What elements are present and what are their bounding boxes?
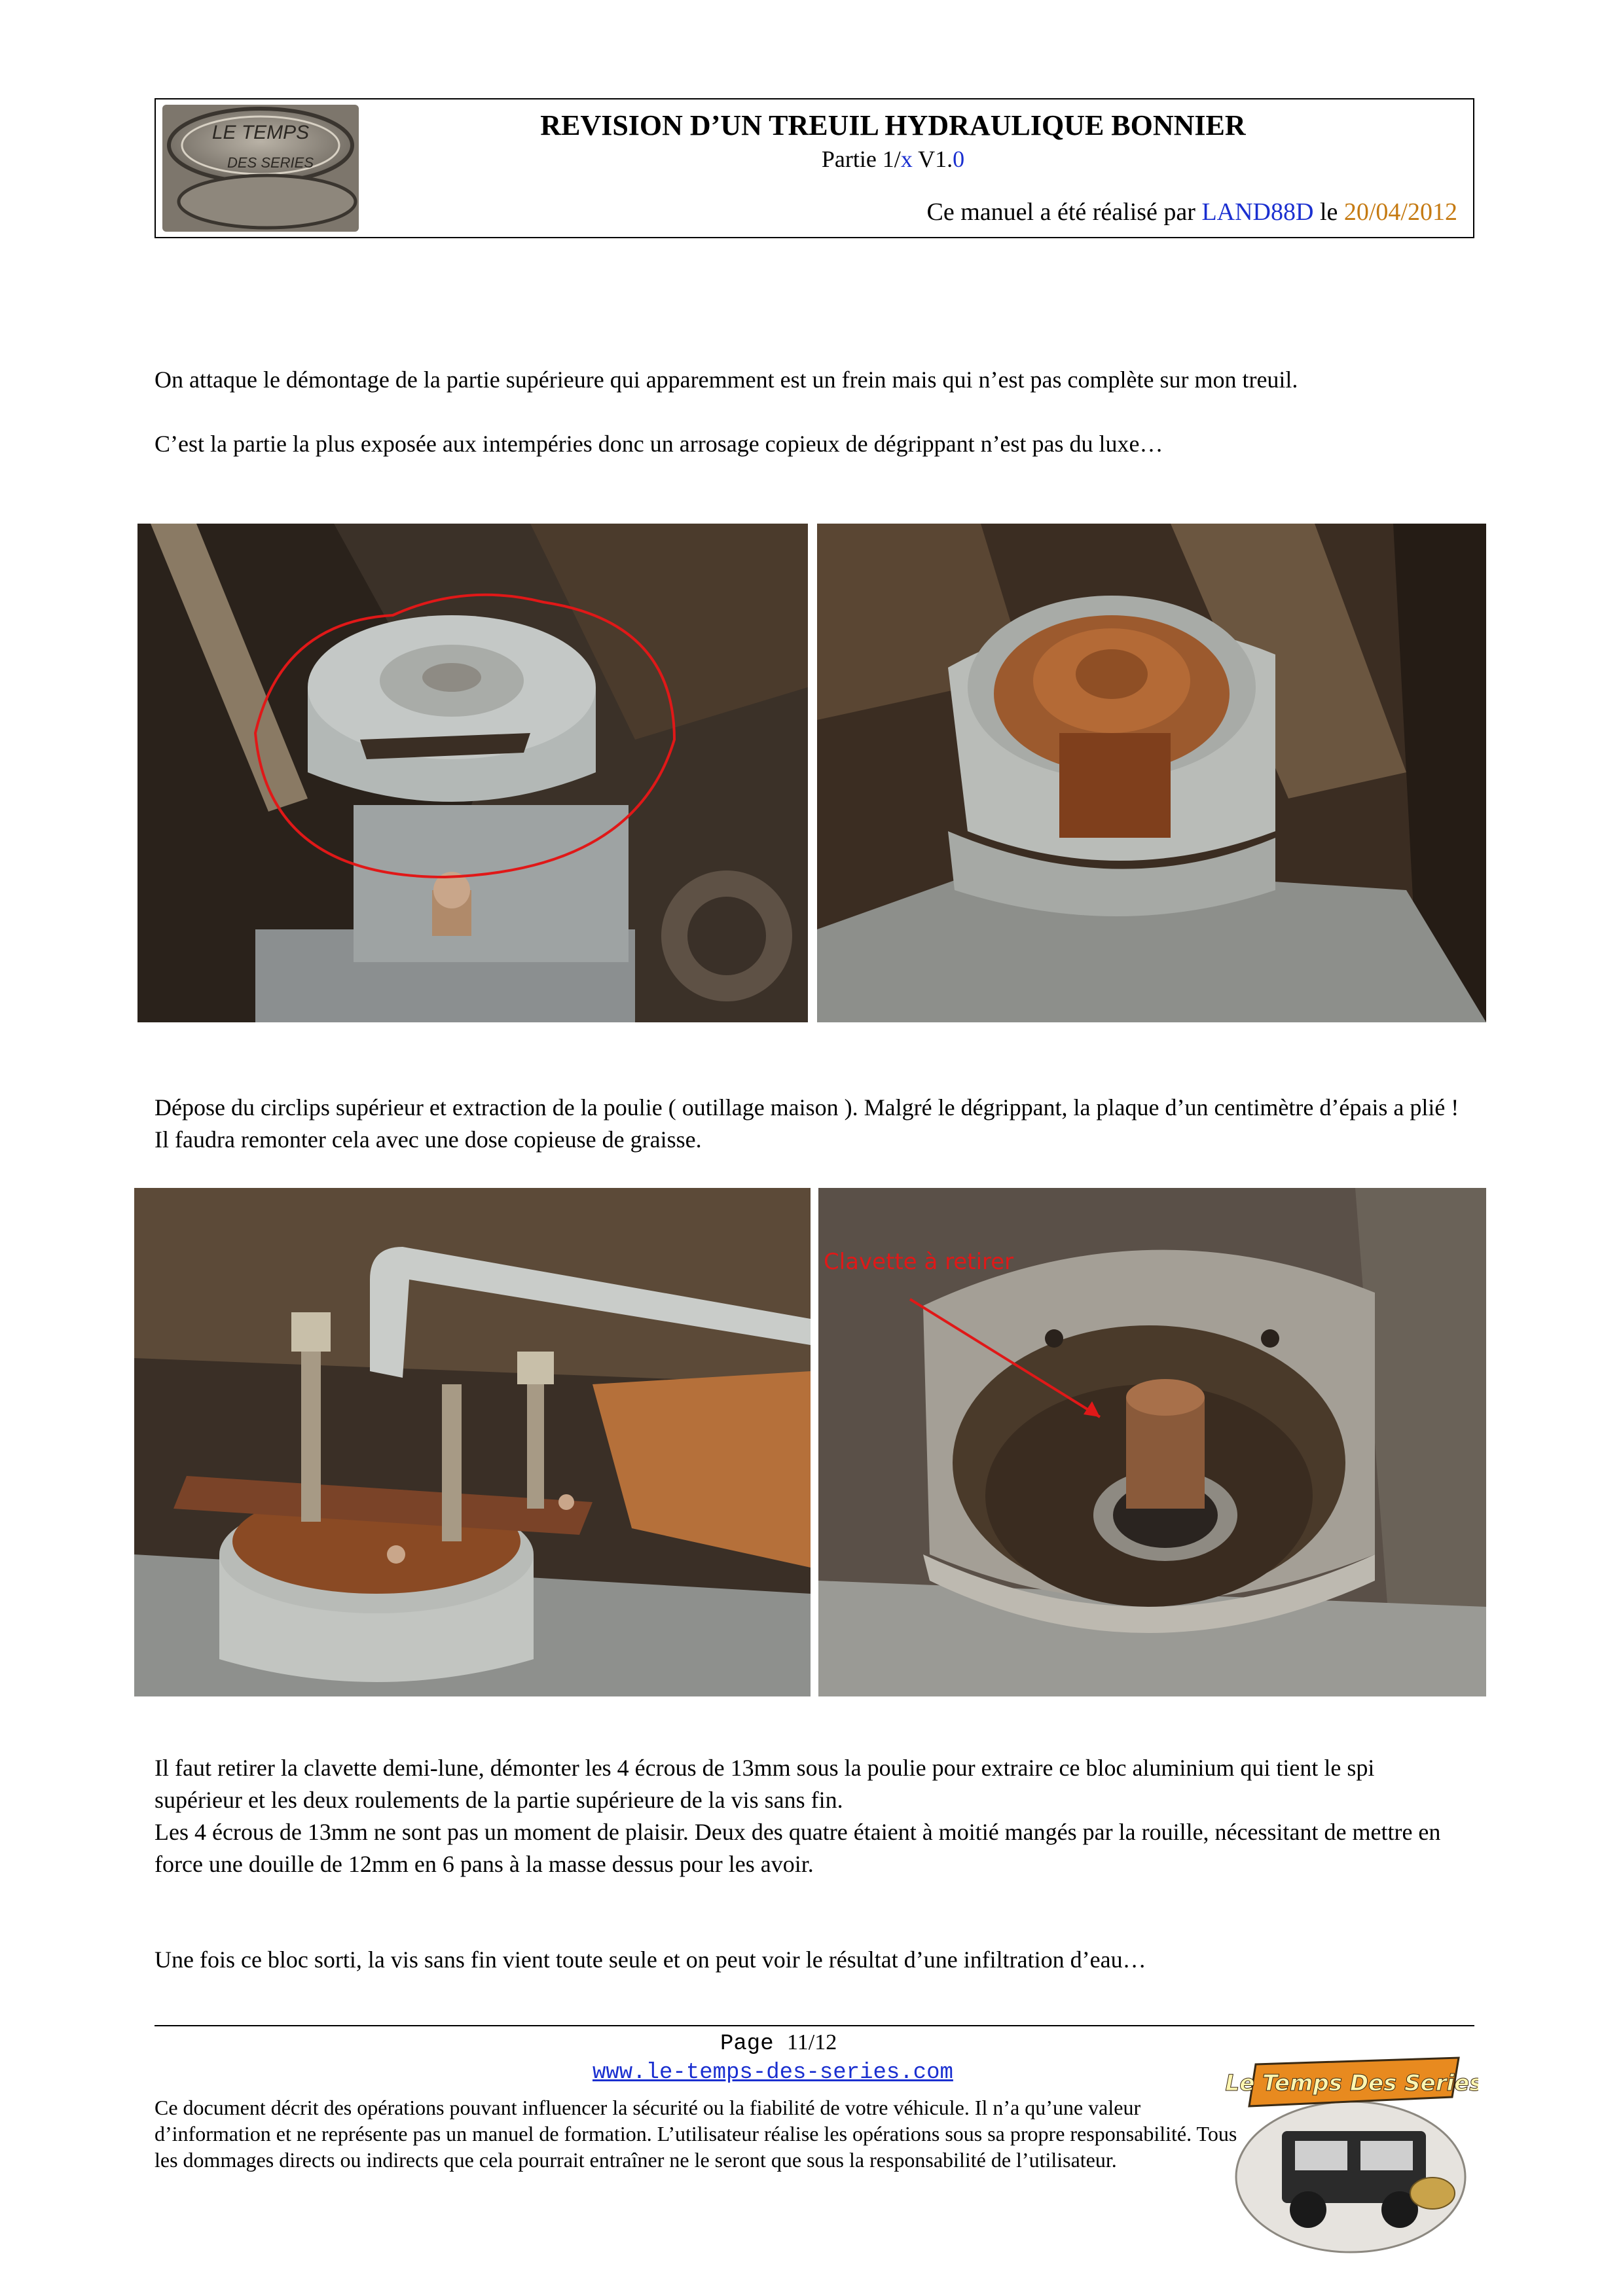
document-part: [156, 145, 1473, 173]
photo-key-removal: [818, 1188, 1486, 1696]
photo-brake-cover: [137, 524, 808, 1022]
document-title: REVISION D’UN TREUIL HYDRAULIQUE BONNIER: [540, 109, 1246, 141]
paragraph-2: C’est la partie la plus exposée aux intempéries donc un arrosage copieux de dégrippant n’est pas du luxe…: [155, 431, 1163, 457]
part-version-a: V1.: [912, 146, 953, 172]
page-number: [720, 2030, 837, 2056]
photo-annotation-key: Clavette à retirer: [824, 1249, 1014, 1275]
author-line: [927, 198, 1457, 226]
paragraph-4: Il faut retirer la clavette demi-lune, démonter les 4 écrous de 13mm sous la poulie pour extraire ce bloc aluminium qui tient le spi supérieur et les deux roulements de la partie supérieure de la vis sans fin.: [155, 1755, 1375, 1813]
photo-puller-tool: [134, 1188, 811, 1696]
part-x: x: [900, 146, 913, 172]
photo-rusted-pulley: [817, 524, 1486, 1022]
footer-logo-text: Le Temps Des Series: [1225, 2070, 1478, 2096]
page-count: 11/12: [787, 2030, 837, 2054]
author-name: LAND88D: [1201, 198, 1314, 226]
footer-logo: [1223, 2046, 1478, 2255]
paragraph-5: Les 4 écrous de 13mm ne sont pas un moment de plaisir. Deux des quatre étaient à moitié mangés par la rouille, nécessitant de mettre en force une douille de 12mm en 6 pans à la masse dessus pour les avoir.: [155, 1819, 1441, 1877]
page-label: Page: [720, 2032, 788, 2056]
footer-logo-image: [1223, 2046, 1478, 2255]
header-box: [155, 98, 1474, 238]
header-logo-text-top: LE TEMPS: [211, 122, 310, 143]
document-date: 20/04/2012: [1343, 198, 1457, 226]
part-prefix: Partie 1/: [821, 146, 901, 172]
author-mid: le: [1313, 198, 1344, 226]
website-link[interactable]: www.le-temps-des-series.com: [593, 2060, 953, 2085]
paragraph-1: On attaque le démontage de la partie supérieure qui apparemment est un frein mais qui n’est pas complète sur mon treuil.: [155, 367, 1298, 393]
part-version-b: 0: [953, 146, 965, 172]
paragraph-6: Une fois ce bloc sorti, la vis sans fin vient toute seule et on peut voir le résultat d’une infiltration d’eau…: [155, 1946, 1146, 1973]
footer-disclaimer: Ce document décrit des opérations pouvant influencer la sécurité ou la fiabilité de votre véhicule. Il n’a qu’une valeur d’information et ne représente pas un manuel de formation. L’utilisateur réalise les opérations sous sa propre responsabilité. Tous les dommages directs ou indirects que cela pourrait entraîner ne le seront que sous la responsabilité de l’utilisateur.: [155, 2096, 1237, 2172]
author-prefix: Ce manuel a été réalisé par: [926, 198, 1202, 226]
header-logo-text-mid: DES SERIES: [227, 154, 314, 171]
footer-divider: [155, 2025, 1474, 2026]
paragraph-3: Dépose du circlips supérieur et extraction de la poulie ( outillage maison ). Malgré le dégrippant, la plaque d’un centimètre d’épais a plié ! Il faudra remonter cela avec une dose copieuse de graisse.: [155, 1094, 1459, 1153]
